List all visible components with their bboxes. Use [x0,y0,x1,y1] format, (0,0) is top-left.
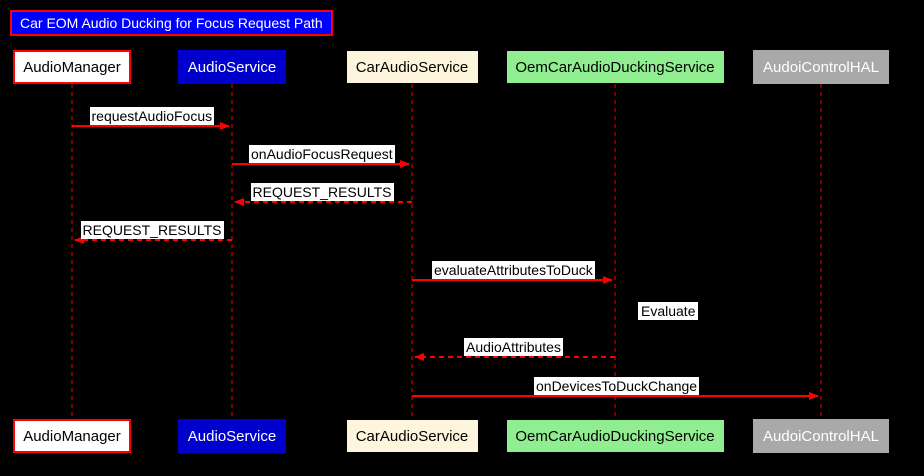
message-label-request-results-1: REQUEST_RESULTS [252,184,392,200]
participant-audiomanager-top[interactable]: AudioManager [13,50,131,84]
participant-audioservice-bottom[interactable]: AudioService [178,419,286,453]
message-label-ondevicestoduckchange: onDevicesToDuckChange [536,378,698,394]
participant-oemcaraudioduckingservice-bottom[interactable]: OemCarAudioDuckingService [506,419,725,453]
message-label-onaudiofocusrequest: onAudioFocusRequest [251,146,393,162]
participant-audioservice-top[interactable]: AudioService [178,50,286,84]
participant-audiocontrolhal-top[interactable]: AudoiControlHAL [753,50,889,84]
diagram-title: Car EOM Audio Ducking for Focus Request Path [10,10,333,36]
participant-audiocontrolhal-bottom[interactable]: AudoiControlHAL [753,419,889,453]
message-label-requestaudiofocus: requestAudioFocus [91,108,213,124]
participant-caraudioservice-bottom[interactable]: CarAudioService [346,419,479,453]
message-label-audioattributes: AudioAttributes [466,339,561,355]
participant-oemcaraudioduckingservice-top[interactable]: OemCarAudioDuckingService [506,50,725,84]
message-label-request-results-2: REQUEST_RESULTS [82,222,222,238]
participant-caraudioservice-top[interactable]: CarAudioService [346,50,479,84]
message-label-evaluateattributestoduck: evaluateAttributesToDuck [434,262,593,278]
participant-audiomanager-bottom[interactable]: AudioManager [13,419,131,453]
lifelines [72,84,821,419]
note-evaluate: Evaluate [638,302,698,320]
